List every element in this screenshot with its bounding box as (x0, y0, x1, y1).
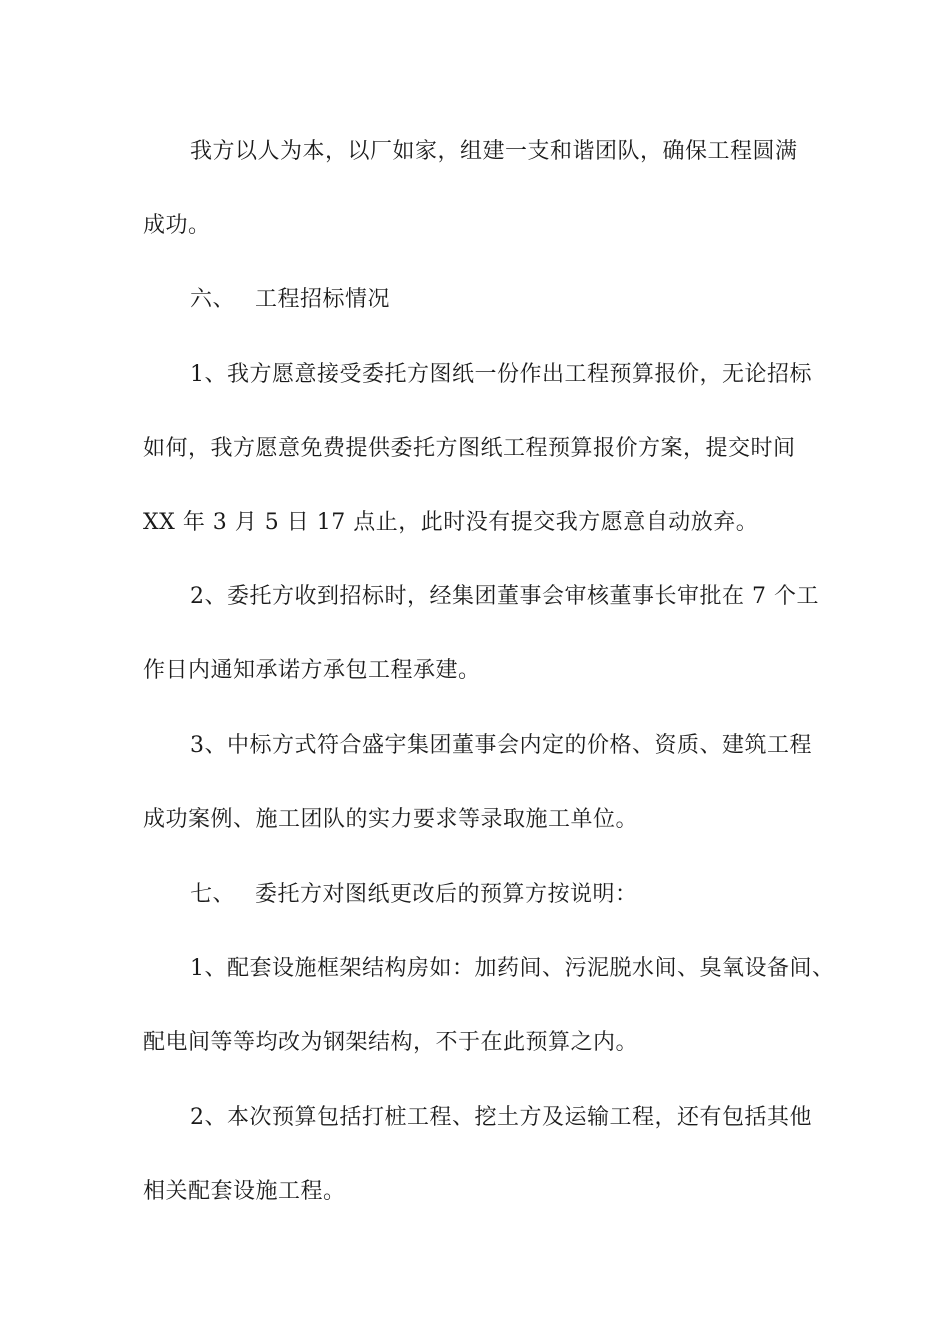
paragraph-line: 1、我方愿意接受委托方图纸一份作出工程预算报价，无论招标 (190, 362, 812, 387)
paragraph-line: 如何，我方愿意免费提供委托方图纸工程预算报价方案，提交时间 (143, 436, 796, 461)
section-title: 工程招标情况 (255, 287, 391, 312)
paragraph-line: 3、中标方式符合盛宇集团董事会内定的价格、资质、建筑工程 (190, 733, 812, 758)
paragraph-line: XX 年 3 月 5 日 17 点止，此时没有提交我方愿意自动放弃。 (143, 510, 759, 535)
paragraph-line: 相关配套设施工程。 (143, 1179, 346, 1204)
section-heading-seven (190, 880, 638, 910)
section-title: 委托方对图纸更改后的预算方按说明： (255, 882, 638, 907)
section-number: 七、 (190, 882, 236, 907)
paragraph-line: 作日内通知承诺方承包工程承建。 (143, 658, 481, 683)
paragraph-line: 成功。 (143, 213, 211, 238)
paragraph-line: 我方以人为本，以厂如家，组建一支和谐团队，确保工程圆满 (190, 139, 798, 164)
paragraph-line: 2、本次预算包括打桩工程、挖土方及运输工程，还有包括其他 (190, 1105, 812, 1130)
section-heading-six (190, 285, 390, 315)
paragraph-line: 2、委托方收到招标时，经集团董事会审核董事长审批在 7 个工 (190, 584, 819, 609)
section-number: 六、 (190, 287, 236, 312)
paragraph-line: 成功案例、施工团队的实力要求等录取施工单位。 (143, 807, 639, 832)
paragraph-line: 1、配套设施框架结构房如：加药间、污泥脱水间、臭氧设备间、 (190, 956, 835, 981)
paragraph-line: 配电间等等均改为钢架结构，不于在此预算之内。 (143, 1030, 639, 1055)
